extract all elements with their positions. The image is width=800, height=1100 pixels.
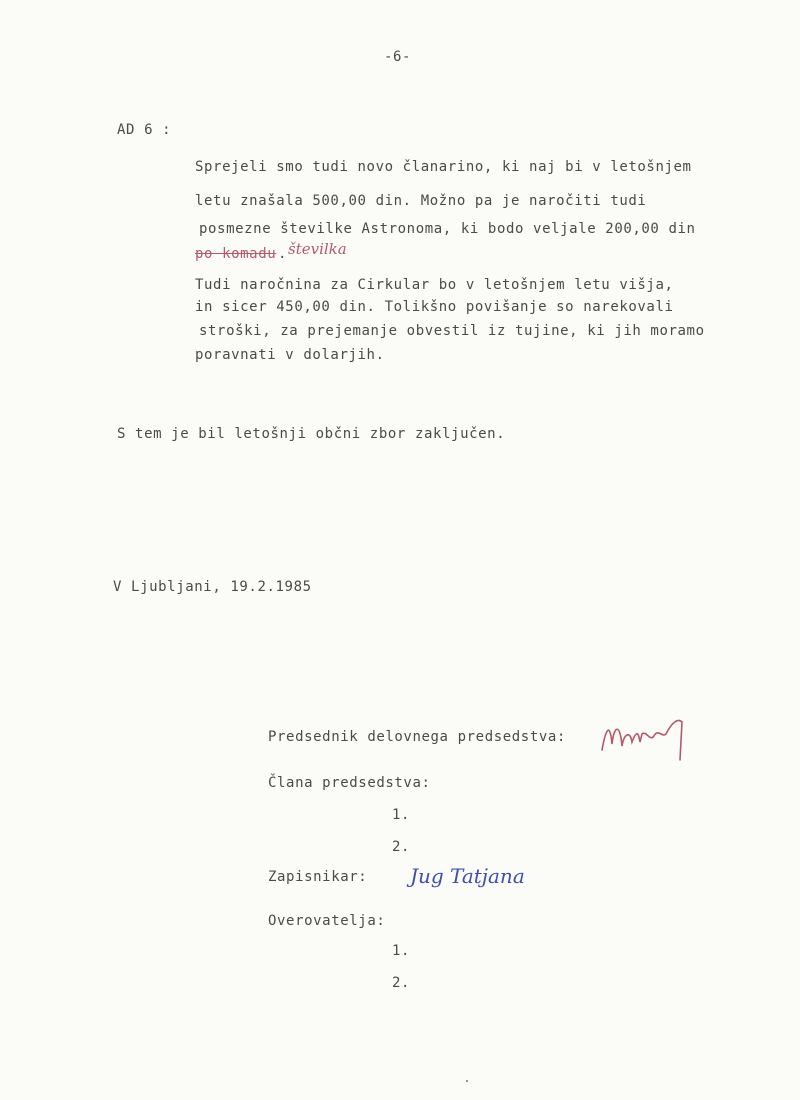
chair-label: Predsednik delovnega predsedstva: <box>268 729 566 745</box>
paper-speck <box>466 1080 468 1082</box>
paragraph2-line1: Tudi naročnina za Cirkular bo v letošnjem letu višja, <box>195 277 674 293</box>
recorder-signature: Jug Tatjana <box>410 864 525 888</box>
paragraph1-line3: posmezne številke Astronoma, ki bodo veljale 200,00 din <box>199 221 696 237</box>
paragraph2-line2: in sicer 450,00 din. Tolikšno povišanje so narekovali <box>195 299 674 315</box>
verifier-2: 2. <box>392 975 411 991</box>
members-label: Člana predsedstva: <box>268 775 431 791</box>
verifiers-label: Overovatelja: <box>268 913 386 929</box>
section-label: AD 6 : <box>117 122 172 138</box>
closing-sentence: S tem je bil letošnji občni zbor zaključen. <box>117 426 506 442</box>
member-1: 1. <box>392 807 411 823</box>
chair-signature-icon <box>596 708 706 768</box>
recorder-label: Zapisnikar: <box>268 869 368 885</box>
member-2: 2. <box>392 839 411 855</box>
struck-text: po komadu <box>195 246 277 262</box>
handwritten-correction: številka <box>288 240 347 258</box>
verifier-1: 1. <box>392 943 411 959</box>
correction-period: . <box>278 246 288 262</box>
place-date: V Ljubljani, 19.2.1985 <box>113 579 312 595</box>
paragraph1-line1: Sprejeli smo tudi novo članarino, ki naj bi v letošnjem <box>195 159 692 175</box>
paragraph1-line2: letu znašala 500,00 din. Možno pa je naročiti tudi <box>195 193 647 209</box>
page-number: -6- <box>384 49 412 65</box>
paragraph2-line4: poravnati v dolarjih. <box>195 347 385 363</box>
paragraph2-line3: stroški, za prejemanje obvestil iz tujine, ki jih moramo <box>199 323 705 339</box>
